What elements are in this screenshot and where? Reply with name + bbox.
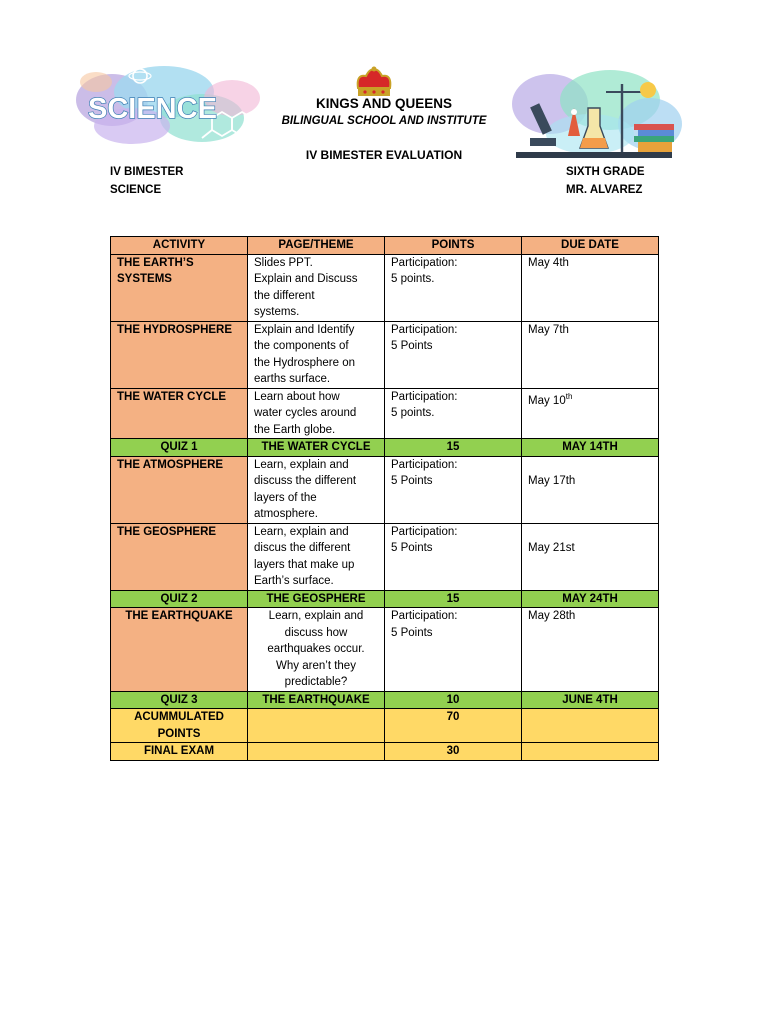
points-cell: Participation: 5 points. [385, 254, 522, 321]
school-subtitle: BILINGUAL SCHOOL AND INSTITUTE [281, 115, 487, 127]
quiz-activity-cell: QUIZ 3 [111, 691, 248, 709]
quiz-theme-cell: THE WATER CYCLE [248, 439, 385, 457]
teacher-label: MR. ALVAREZ [566, 184, 643, 196]
activity-cell: THE EARTHQUAKE [111, 608, 248, 692]
bimester-label: IV BIMESTER [110, 166, 184, 178]
table-header-row [111, 237, 659, 255]
points-cell: Participation: 5 Points [385, 321, 522, 388]
table-row [111, 388, 659, 439]
quiz-theme-cell: THE GEOSPHERE [248, 590, 385, 608]
accumulated-points-row [111, 709, 659, 743]
table-row [111, 608, 659, 692]
quiz-row [111, 691, 659, 709]
column-header-page-theme: PAGE/THEME [248, 237, 385, 255]
evaluation-title: IV BIMESTER EVALUATION [305, 148, 463, 162]
crown-icon [352, 66, 396, 100]
science-logo-text: SCIENCE [88, 93, 217, 125]
quiz-row [111, 590, 659, 608]
subject-label: SCIENCE [110, 184, 162, 196]
accumulated-label-cell: ACUMMULATED POINTS [111, 709, 248, 743]
theme-cell: Learn about how water cycles around the Earth globe. [248, 388, 385, 439]
quiz-points-cell: 15 [385, 439, 522, 457]
quiz-due-date-cell: MAY 24TH [522, 590, 659, 608]
due-date-cell: May 28th [522, 608, 659, 692]
final-exam-points-cell: 30 [385, 743, 522, 761]
quiz-theme-cell: THE EARTHQUAKE [248, 691, 385, 709]
table-row [111, 523, 659, 590]
grade-label: SIXTH GRADE [566, 166, 645, 178]
accumulated-theme-cell [248, 709, 385, 743]
final-exam-due-cell [522, 743, 659, 761]
column-header-due-date: DUE DATE [522, 237, 659, 255]
table-row [111, 456, 659, 523]
due-date-cell: May 7th [522, 321, 659, 388]
theme-cell: Slides PPT. Explain and Discuss the different systems. [248, 254, 385, 321]
table-row [111, 254, 659, 321]
quiz-due-date-cell: MAY 14TH [522, 439, 659, 457]
column-header-activity: ACTIVITY [111, 237, 248, 255]
theme-cell: Learn, explain and discuss the different layers of the atmosphere. [248, 456, 385, 523]
points-cell: Participation: 5 points. [385, 388, 522, 439]
table-row [111, 321, 659, 388]
activity-cell: THE WATER CYCLE [111, 388, 248, 439]
due-date-cell: May 4th [522, 254, 659, 321]
activity-cell: THE HYDROSPHERE [111, 321, 248, 388]
school-name: KINGS AND QUEENS [315, 96, 452, 111]
points-cell: Participation: 5 Points [385, 608, 522, 692]
theme-cell: Learn, explain and discuss how earthquakes occur. Why aren’t they predictable? [248, 608, 385, 692]
activity-cell: THE ATMOSPHERE [111, 456, 248, 523]
due-date-cell: May 17th [522, 456, 659, 523]
activity-cell: THE GEOSPHERE [111, 523, 248, 590]
evaluation-table [110, 236, 659, 761]
theme-cell: Explain and Identify the components of the Hydrosphere on earths surface. [248, 321, 385, 388]
accumulated-due-cell [522, 709, 659, 743]
column-header-points: POINTS [385, 237, 522, 255]
quiz-due-date-cell: JUNE 4TH [522, 691, 659, 709]
quiz-activity-cell: QUIZ 2 [111, 590, 248, 608]
quiz-activity-cell: QUIZ 1 [111, 439, 248, 457]
quiz-row [111, 439, 659, 457]
theme-cell: Learn, explain and discus the different layers that make up Earth’s surface. [248, 523, 385, 590]
final-exam-label-cell: FINAL EXAM [111, 743, 248, 761]
activity-cell: THE EARTH’S SYSTEMS [111, 254, 248, 321]
points-cell: Participation: 5 Points [385, 523, 522, 590]
quiz-points-cell: 15 [385, 590, 522, 608]
due-date-cell: May 10th [522, 388, 659, 439]
points-cell: Participation: 5 Points [385, 456, 522, 523]
accumulated-points-cell: 70 [385, 709, 522, 743]
due-date-cell: May 21st [522, 523, 659, 590]
final-exam-theme-cell [248, 743, 385, 761]
final-exam-row [111, 743, 659, 761]
quiz-points-cell: 10 [385, 691, 522, 709]
